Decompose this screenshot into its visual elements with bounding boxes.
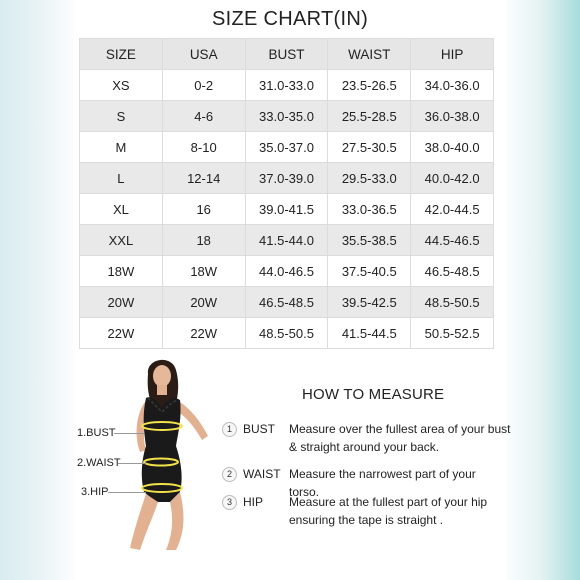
step-1-description: Measure over the fullest area of your bust & straight around your back.: [289, 422, 511, 454]
bust-leader-line: [114, 433, 144, 434]
step-1-name: BUST: [243, 422, 276, 436]
table-row: [80, 194, 494, 225]
swimsuit-shape: [142, 397, 182, 502]
cell-waist: 27.5-30.5: [328, 132, 411, 163]
cell-usa: 18W: [162, 256, 245, 287]
cell-bust: 39.0-41.5: [245, 194, 328, 225]
table-row: [80, 101, 494, 132]
cell-usa: 16: [162, 194, 245, 225]
cell-size: S: [80, 101, 163, 132]
column-header-hip: HIP: [411, 39, 494, 70]
cell-hip: 38.0-40.0: [411, 132, 494, 163]
cell-usa: 22W: [162, 318, 245, 349]
cell-size: XXL: [80, 225, 163, 256]
how-to-measure-title: HOW TO MEASURE: [302, 386, 445, 403]
size-table: [79, 38, 494, 349]
cell-bust: 46.5-48.5: [245, 287, 328, 318]
step-3-description: Measure at the fullest part of your hip ensuring the tape is straight .: [289, 495, 488, 527]
step-2-number: 2: [222, 467, 237, 482]
cell-bust: 31.0-33.0: [245, 70, 328, 101]
cell-waist: 37.5-40.5: [328, 256, 411, 287]
cell-usa: 18: [162, 225, 245, 256]
cell-bust: 41.5-44.0: [245, 225, 328, 256]
cell-waist: 41.5-44.5: [328, 318, 411, 349]
column-header-bust: BUST: [245, 39, 328, 70]
step-2-name: WAIST: [243, 467, 281, 481]
cell-bust: 37.0-39.0: [245, 163, 328, 194]
step-3-number: 3: [222, 495, 237, 510]
table-row: [80, 256, 494, 287]
table-row: [80, 163, 494, 194]
cell-bust: 44.0-46.5: [245, 256, 328, 287]
cell-bust: 33.0-35.0: [245, 101, 328, 132]
hip-leader-line: [108, 492, 146, 493]
cell-hip: 50.5-52.5: [411, 318, 494, 349]
cell-bust: 48.5-50.5: [245, 318, 328, 349]
cell-waist: 29.5-33.0: [328, 163, 411, 194]
cell-size: M: [80, 132, 163, 163]
cell-usa: 0-2: [162, 70, 245, 101]
table-header-row: [80, 39, 494, 70]
table-row: [80, 318, 494, 349]
table-row: [80, 287, 494, 318]
cell-hip: 36.0-38.0: [411, 101, 494, 132]
cell-size: 20W: [80, 287, 163, 318]
cell-size: 18W: [80, 256, 163, 287]
cell-bust: 35.0-37.0: [245, 132, 328, 163]
table-row: [80, 132, 494, 163]
cell-hip: 40.0-42.0: [411, 163, 494, 194]
cell-size: 22W: [80, 318, 163, 349]
model-figure: [110, 352, 220, 552]
cell-size: L: [80, 163, 163, 194]
cell-size: XL: [80, 194, 163, 225]
size-chart-title: SIZE CHART(IN): [211, 8, 369, 30]
column-header-usa: USA: [162, 39, 245, 70]
hip-figure-label: 3.HIP: [81, 486, 109, 498]
cell-waist: 33.0-36.5: [328, 194, 411, 225]
step-2-description: Measure the narrowest part of your torso.: [289, 467, 476, 499]
cell-waist: 35.5-38.5: [328, 225, 411, 256]
cell-hip: 42.0-44.5: [411, 194, 494, 225]
table-row: [80, 70, 494, 101]
waist-leader-line: [118, 463, 146, 464]
cell-hip: 46.5-48.5: [411, 256, 494, 287]
cell-hip: 48.5-50.5: [411, 287, 494, 318]
cell-usa: 8-10: [162, 132, 245, 163]
cell-size: XS: [80, 70, 163, 101]
cell-hip: 34.0-36.0: [411, 70, 494, 101]
cell-usa: 20W: [162, 287, 245, 318]
waist-figure-label: 2.WAIST: [77, 457, 121, 469]
cell-waist: 23.5-26.5: [328, 70, 411, 101]
bust-figure-label: 1.BUST: [77, 427, 116, 439]
column-header-size: SIZE: [80, 39, 163, 70]
step-1-number: 1: [222, 422, 237, 437]
column-header-waist: WAIST: [328, 39, 411, 70]
cell-waist: 25.5-28.5: [328, 101, 411, 132]
cell-waist: 39.5-42.5: [328, 287, 411, 318]
cell-usa: 4-6: [162, 101, 245, 132]
cell-usa: 12-14: [162, 163, 245, 194]
step-3-name: HIP: [243, 495, 264, 509]
cell-hip: 44.5-46.5: [411, 225, 494, 256]
table-row: [80, 225, 494, 256]
